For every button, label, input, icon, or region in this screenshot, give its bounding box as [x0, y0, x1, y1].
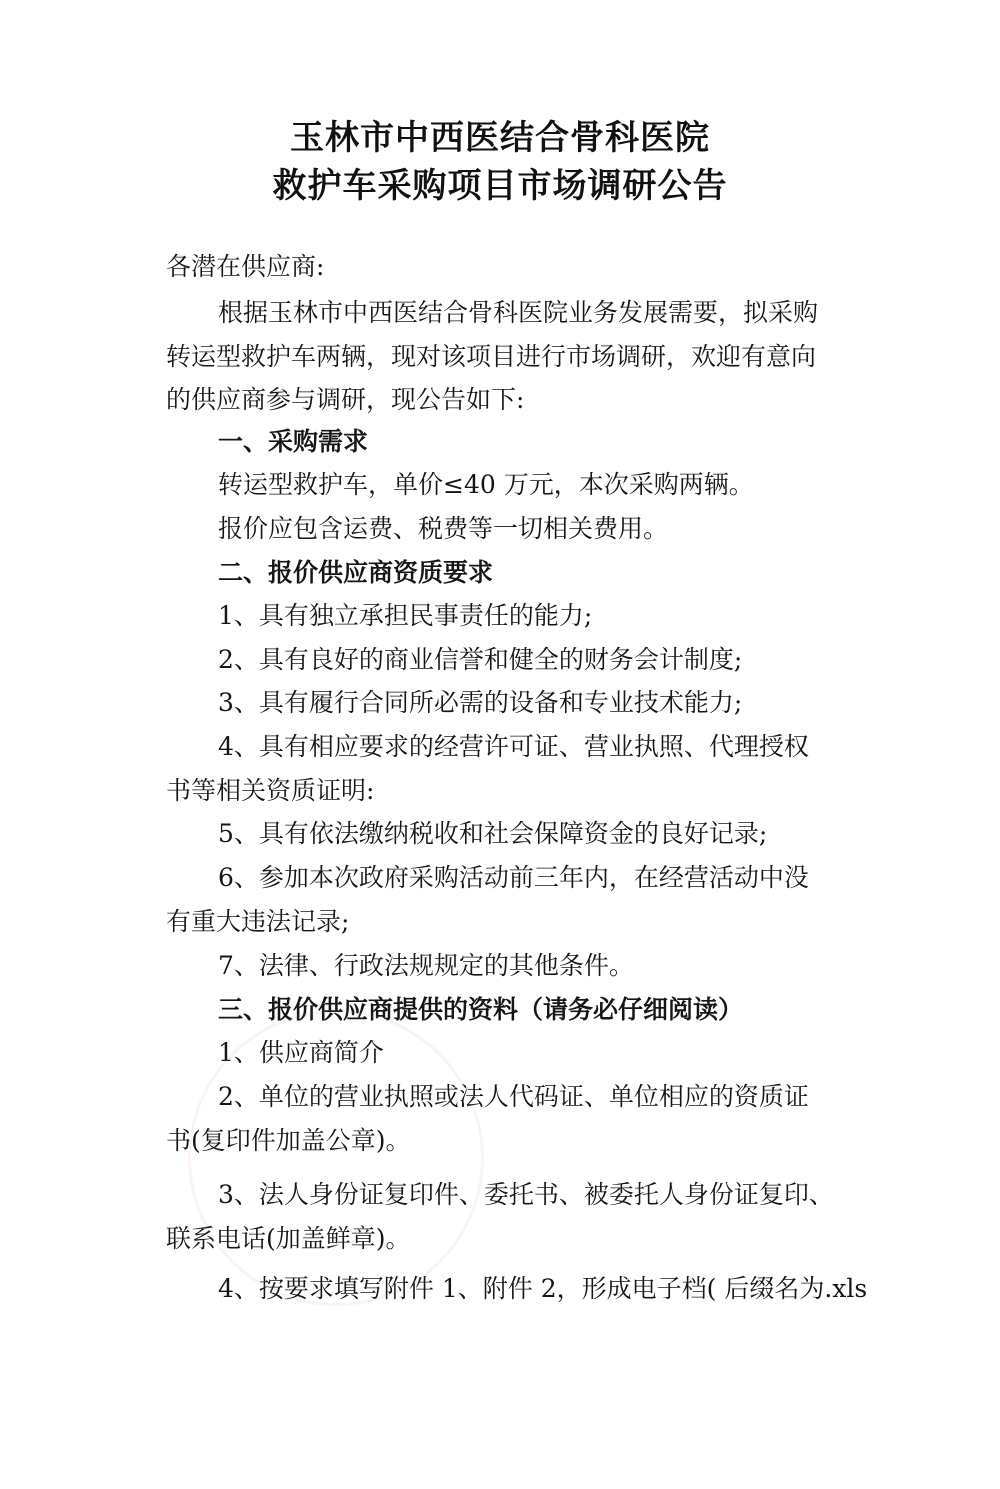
- section2-item-7: 7、法律、行政法规规定的其他条件。: [218, 951, 634, 980]
- section3-heading: 三、报价供应商提供的资料（请务必仔细阅读）: [218, 995, 744, 1024]
- section3-item-2-cont: 书(复印件加盖公章)。: [166, 1126, 411, 1155]
- section1-heading: 一、采购需求: [218, 427, 369, 456]
- section1-line-1: 转运型救护车，单价≤40 万元，本次采购两辆。: [218, 470, 754, 499]
- section2-item-6: 6、参加本次政府采购活动前三年内，在经营活动中没: [218, 863, 809, 892]
- section2-item-4: 4、具有相应要求的经营许可证、营业执照、代理授权: [218, 732, 809, 761]
- section2-heading: 二、报价供应商资质要求: [218, 558, 494, 587]
- salutation: 各潜在供应商:: [166, 252, 325, 281]
- section3-item-2: 2、单位的营业执照或法人代码证、单位相应的资质证: [218, 1082, 809, 1111]
- section2-item-4-cont: 书等相关资质证明:: [166, 776, 375, 805]
- section1-line-2: 报价应包含运费、税费等一切相关费用。: [218, 514, 669, 543]
- section3-item-4: 4、按要求填写附件 1、附件 2，形成电子档( 后缀名为.xls: [218, 1274, 868, 1303]
- intro-line-1: 根据玉林市中西医结合骨科医院业务发展需要，拟采购: [218, 298, 819, 327]
- section2-item-1: 1、具有独立承担民事责任的能力;: [218, 601, 593, 630]
- section3-item-3-cont: 联系电话(加盖鲜章)。: [166, 1224, 411, 1253]
- section3-item-3: 3、法人身份证复印件、委托书、被委托人身份证复印、: [218, 1180, 834, 1209]
- section3-item-1: 1、供应商简介: [218, 1038, 384, 1067]
- section2-item-6-cont: 有重大违法记录;: [166, 907, 350, 936]
- section2-item-2: 2、具有良好的商业信誉和健全的财务会计制度;: [218, 645, 743, 674]
- section2-item-3: 3、具有履行合同所必需的设备和专业技术能力;: [218, 688, 743, 717]
- document-title-line1: 玉林市中西医结合骨科医院: [290, 118, 710, 158]
- section2-item-5: 5、具有依法缴纳税收和社会保障资金的良好记录;: [218, 819, 768, 848]
- intro-line-3: 的供应商参与调研，现公告如下:: [166, 385, 525, 414]
- intro-line-2: 转运型救护车两辆，现对该项目进行市场调研，欢迎有意向: [166, 342, 817, 371]
- document-title-line2: 救护车采购项目市场调研公告: [272, 166, 728, 206]
